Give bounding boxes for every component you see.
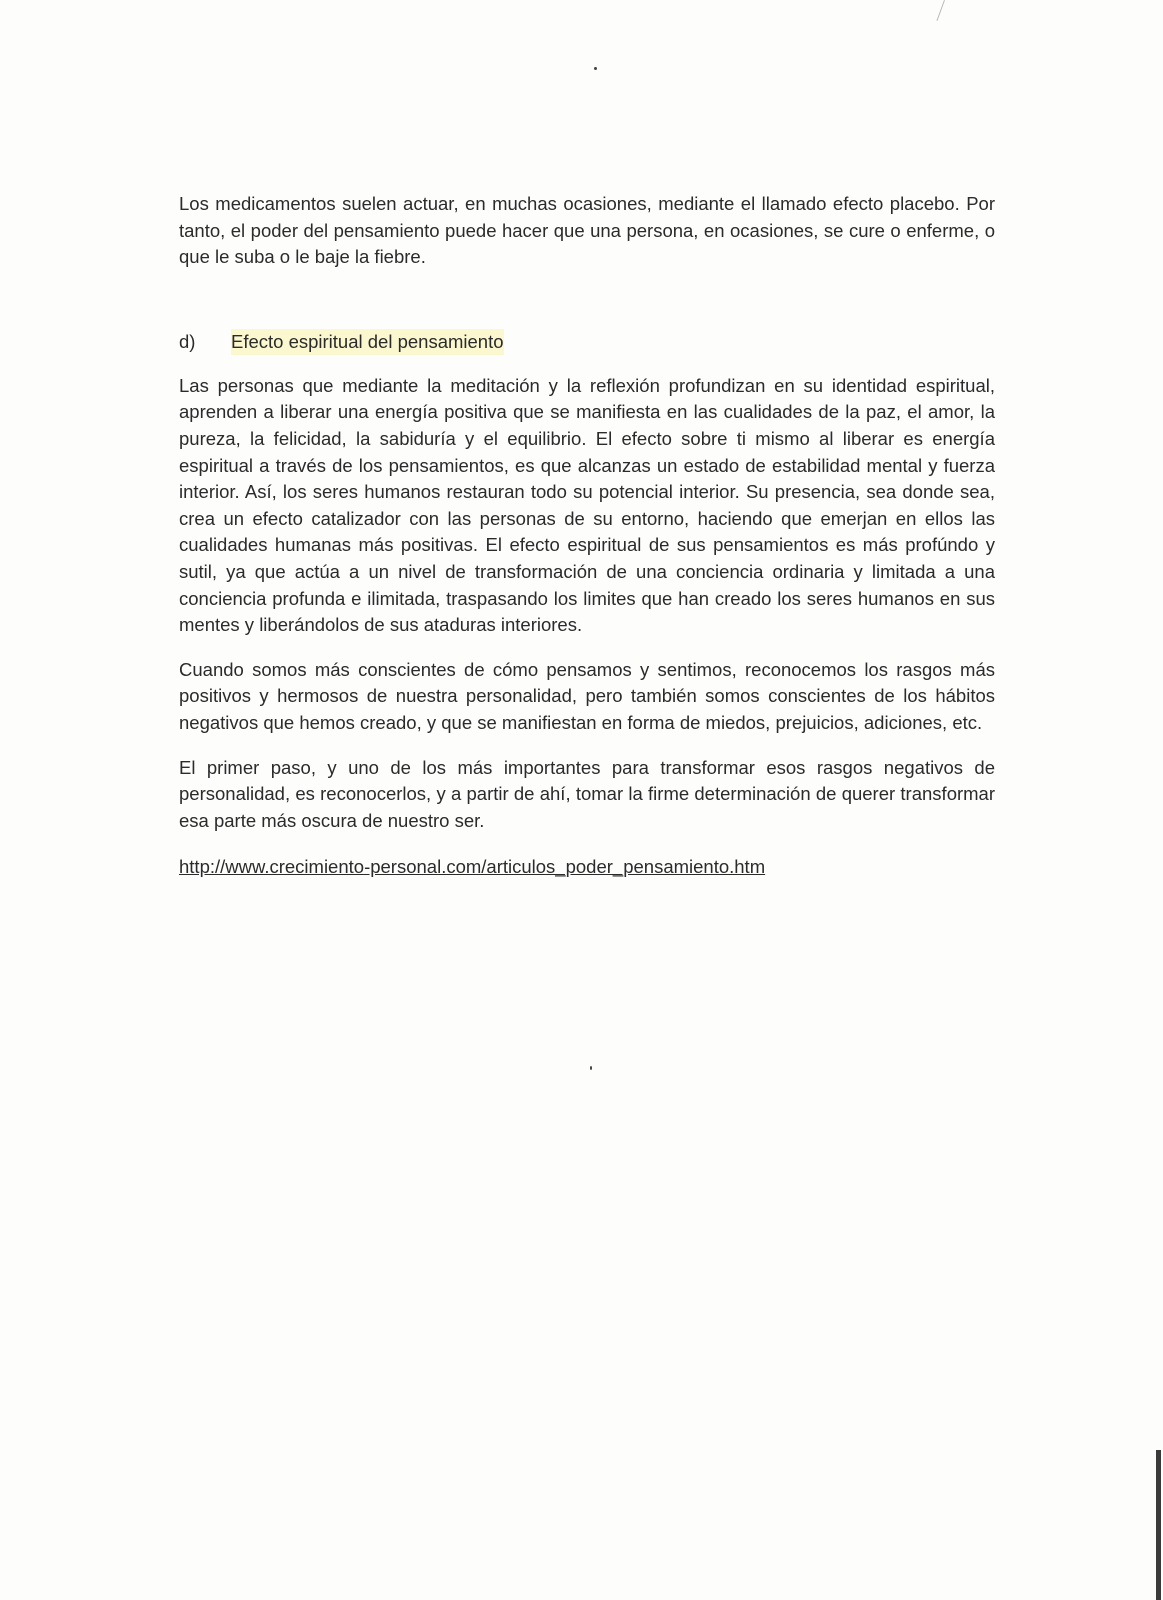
section-title: Efecto espiritual del pensamiento xyxy=(231,329,504,355)
scan-dust-spot xyxy=(590,1066,592,1070)
section-heading xyxy=(179,329,995,355)
scan-dust-spot xyxy=(594,67,597,70)
paragraph-awareness: Cuando somos más conscientes de cómo pensamos y sentimos, reconocemos los rasgos más positivos y hermosos de nuestra personalidad, pero también somos conscientes de los hábitos negativos que hemos creado, y que se manifiestan en forma de miedos, prejuicios, adiciones, etc. xyxy=(179,658,995,733)
source-link[interactable]: http://www.crecimiento-personal.com/articulos_poder_pensamiento.htm xyxy=(179,856,766,878)
scan-artifact-line xyxy=(936,0,944,21)
scan-edge-shadow xyxy=(1156,1450,1161,1600)
document-body xyxy=(179,191,995,880)
paragraph-first-step: El primer paso, y uno de los más importantes para transformar esos rasgos negativos de personalidad, es reconocerlos, y a partir de ahí, tomar la firme determinación de querer transformar esa parte más oscura de nuestro ser. xyxy=(179,756,995,831)
paragraph-placebo: Los medicamentos suelen actuar, en muchas ocasiones, mediante el llamado efecto placebo. Por tanto, el poder del pensamiento puede hacer que una persona, en ocasiones, se cure o enferme, o que le suba o le baje la fiebre. xyxy=(179,193,995,268)
paragraph-spiritual-effect: Las personas que mediante la meditación y la reflexión profundizan en su identidad espiritual, aprenden a liberar una energía positiva que se manifiesta en las cualidades de la paz, el amor, la pureza, la felicidad, la sabiduría y el equilibrio. El efecto sobre ti mismo al liberar es energía espiritual a través de los pensamientos, es que alcanzas un estado de estabilidad mental y fuerza interior. Así, los seres humanos restauran todo su potencial interior. Su presencia, sea donde sea, crea un efecto catalizador con las personas de su entorno, haciendo que emerjan en ellos las cualidades humanas más positivas. El efecto espiritual de sus pensamientos es más profúndo y sutil, ya que actúa a un nivel de transformación de una conciencia ordinaria y limitada a una conciencia profunda e ilimitada, traspasando los limites que han creado los seres humanos en sus mentes y liberándolos de sus ataduras interiores. xyxy=(179,374,995,636)
section-number: d) xyxy=(179,330,196,352)
